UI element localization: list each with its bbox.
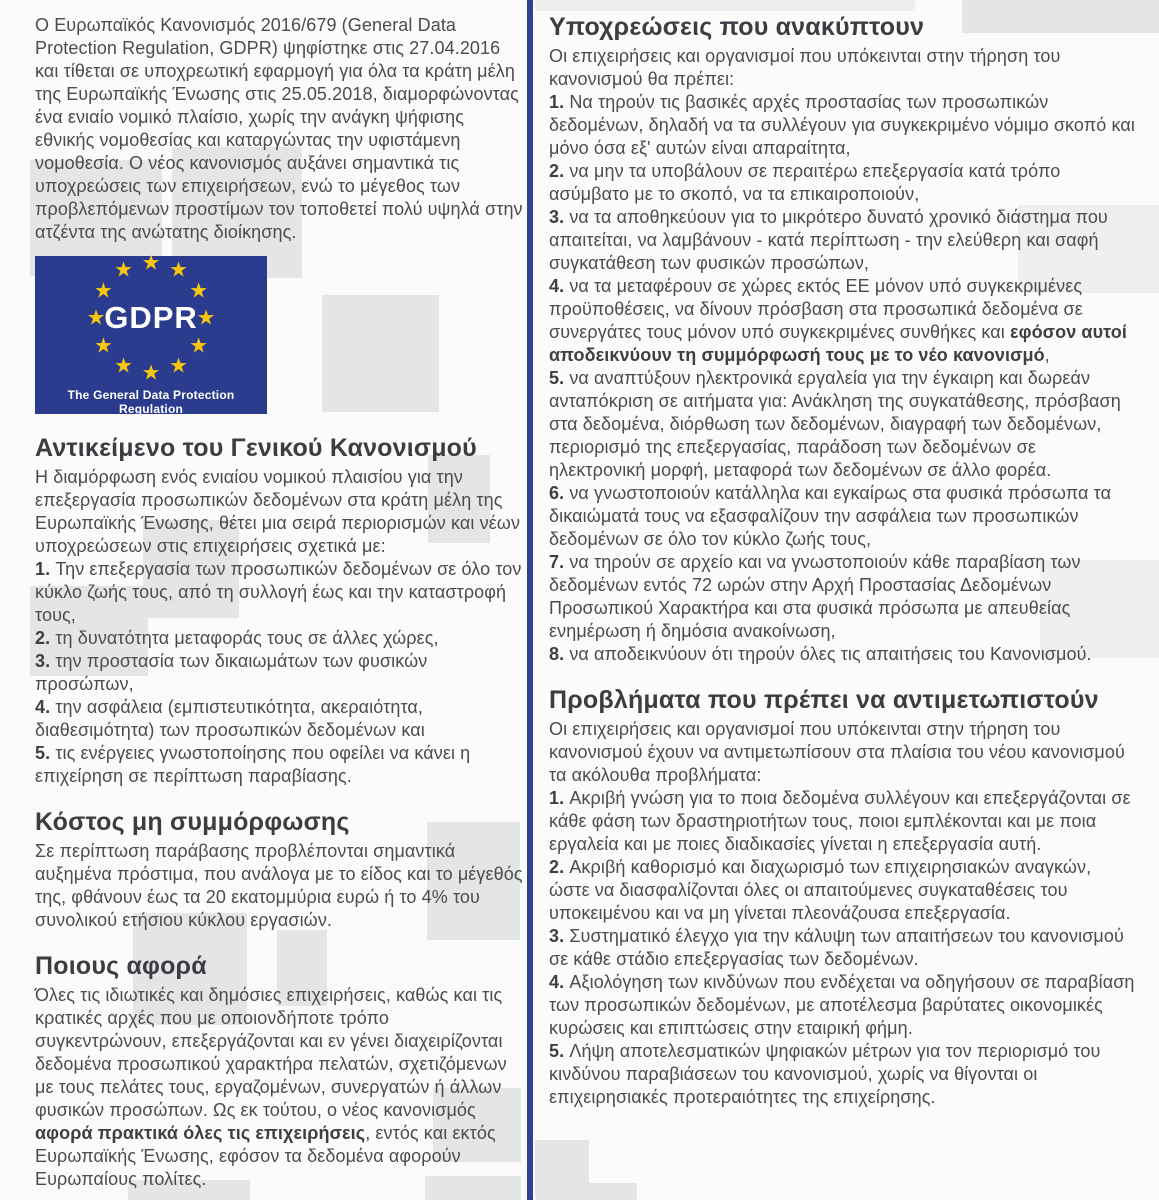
numbered-item: 6. να γνωστοποιούν κατάλληλα και εγκαίρως στα φυσικά πρόσωπα τα δικαιώματά τους να εξασφαλίζουν την ασφάλεια των προσωπικών δεδομένων σε όλο τον κύκλο ζωής τους, — [549, 483, 1112, 549]
section-heading: Προβλήματα που πρέπει να αντιμετωπιστούν — [549, 686, 1099, 714]
eu-star-icon: ★ — [189, 278, 209, 302]
eu-star-icon: ★ — [141, 250, 161, 275]
eu-star-icon: ★ — [114, 353, 133, 378]
left-column — [35, 0, 523, 1191]
section-lead: Όλες τις ιδιωτικές και δημόσιες επιχειρήσεις, καθώς και τις κρατικές αρχές που με οποιονδήποτε τρόπο συγκεντρώνουν, επεξεργάζονται και εν γένει διαχειρίζονται δεδομένα προσωπικού χαρακτήρα πελατών, σχετιζόμενων με τους πελάτες τους, εργαζομένων, συνεργατών ή άλλων φυσικών προσώπων. Ως εκ τούτου, ο νέος κανονισμός αφορά πρακτικά όλες τις επιχειρήσεις, εντός και εκτός Ευρωπαϊκής Ένωσης, εφόσον τα δεδομένα αφορούν Ευρωπαίους πολίτες. — [35, 985, 507, 1189]
eu-star-icon: ★ — [141, 360, 161, 385]
section-regulation-subject — [35, 434, 523, 788]
numbered-item: 4. Αξιολόγηση των κινδύνων που ενδέχεται να οδηγήσουν σε παραβίαση των προσωπικών δεδομένων, με αποτέλεσμα βαρύτατες οικονομικές κυρώσεις και επιπτώσεις στην εταιρική φήμη. — [549, 972, 1135, 1038]
section-non-compliance-cost — [35, 808, 523, 932]
numbered-item: 2. να μην τα υποβάλουν σε περαιτέρω επεξεργασία κατά τρόπο ασύμβατο με το σκοπό, να τα επικαιροποιούν, — [549, 161, 1061, 204]
numbered-item: 3. την προστασία των δικαιωμάτων των φυσικών προσώπων, — [35, 651, 428, 694]
gdpr-logo-caption: The General Data Protection Regulation — [67, 388, 235, 416]
numbered-item: 8. να αποδεικνύουν ότι τηρούν όλες τις απαιτήσεις του Κανονισμού. — [549, 644, 1092, 664]
section-heading: Ποιους αφορά — [35, 952, 207, 980]
gdpr-logo-title: GDPR — [104, 300, 198, 335]
column-divider — [527, 0, 533, 1200]
numbered-item: 2. τη δυνατότητα μεταφοράς τους σε άλλες χώρες, — [35, 628, 439, 648]
section-heading: Αντικείμενο του Γενικού Κανονισμού — [35, 434, 477, 462]
section-heading: Κόστος μη συμμόρφωσης — [35, 808, 350, 836]
numbered-item: 5. τις ενέργειες γνωστοποίησης που οφείλει να κάνει η επιχείρηση σε περίπτωση παραβίασης. — [35, 743, 471, 786]
numbered-list — [549, 787, 1135, 1109]
numbered-item: 1. Να τηρούν τις βασικές αρχές προστασίας των προσωπικών δεδομένων, δηλαδή να τα συλλέγουν για συγκεκριμένο νόμιμο σκοπό και μόνο όσα εξ' αυτών είναι απαραίτητα, — [549, 92, 1135, 158]
numbered-item: 4. να τα μεταφέρουν σε χώρες εκτός ΕΕ μόνον υπό συγκεκριμένες προϋποθέσεις, να δίνουν πρόσβαση στα προσωπικά δεδομένα σε συνεργάτες τους μόνον υπό συγκεκριμένες συνθήκες και εφόσον αυτοί αποδεικνύουν τη συμμόρφωσή τους με το νέο κανονισμό, — [549, 276, 1127, 365]
section-lead: Οι επιχειρήσεις και οργανισμοί που υπόκεινται στην τήρηση του κανονισμού έχουν να αντιμετωπίσουν στα πλαίσια του νέου κανονισμού τα ακόλουθα προβλήματα: — [549, 719, 1125, 785]
eu-star-icon: ★ — [93, 333, 113, 357]
section-heading: Υποχρεώσεις που ανακύπτουν — [549, 13, 925, 41]
section-lead: Η διαμόρφωση ενός ενιαίου νομικού πλαισίου για την επεξεργασία προσωπικών δεδομένων στα κράτη μέλη της Ευρωπαϊκής Ένωσης, θέτει μια σειρά περιορισμών και νέων υποχρεώσεων στις επιχειρήσεις σχετικά με: — [35, 467, 521, 556]
gdpr-logo — [35, 250, 267, 416]
numbered-item: 3. Συστηματικό έλεγχο για την κάλυψη των απαιτήσεων του κανονισμού σε κάθε στάδιο επεξεργασίας των δεδομένων. — [549, 926, 1124, 969]
numbered-item: 3. να τα αποθηκεύουν για το μικρότερο δυνατό χρονικό διάστημα που απαιτείται, να λαμβάνουν - κατά περίπτωση - την ελεύθερη και σαφή συγκατάθεση των φυσικών προσώπων, — [549, 207, 1108, 273]
numbered-item: 5. να αναπτύξουν ηλεκτρονικά εργαλεία για την έγκαιρη και δωρεάν ανταπόκριση σε αιτήματα για: Ανάκληση της συγκατάθεσης, πρόσβαση στα δεδομένα, διόρθωση των δεδομένων, διαγραφή των δεδομένων, περιορισμό της επεξεργασίας, παράδοση των δεδομένων σε ηλεκτρονική μορφή, μεταφορά των δεδομένων σε άλλο φορέα. — [549, 368, 1121, 480]
numbered-item: 2. Ακριβή καθορισμό και διαχωρισμό των επιχειρησιακών αναγκών, ώστε να διασφαλίζονται όλες οι απαιτούμενες συγκαταθέσεις του υποκειμένου και να μη γίνεται πλεονάζουσα επεξεργασία. — [549, 857, 1092, 923]
eu-star-icon: ★ — [169, 257, 188, 282]
section-problems — [549, 686, 1135, 1109]
section-obligations — [549, 13, 1135, 666]
intro-paragraph: Ο Ευρωπαϊκός Κανονισμός 2016/679 (General Data Protection Regulation, GDPR) ψηφίστηκε στις 27.04.2016 και τίθεται σε υποχρεωτική εφαρμογή για όλα τα κράτη μέλη της Ευρωπαϊκής Ένωσης στις 25.05.2018, διαμορφώνοντας ένα ενιαίο νομικό πλαίσιο, χωρίς την ανάγκη ψήφισης εθνικής νομοθεσίας και καταργώντας την υφιστάμενη νομοθεσία. Ο νέος κανονισμός αυξάνει σημαντικά τις υποχρεώσεις των επιχειρήσεων, ενώ το μέγεθος των προβλεπόμενων προστίμων τον τοποθετεί πολύ υψηλά στην ατζέντα της ανώτατης διοίκησης. — [35, 15, 523, 242]
numbered-list — [549, 91, 1135, 666]
section-who-it-concerns — [35, 952, 523, 1191]
numbered-item: 4. την ασφάλεια (εμπιστευτικότητα, ακεραιότητα, διαθεσιμότητα) των προσωπικών δεδομένων και — [35, 697, 425, 740]
eu-star-icon: ★ — [169, 353, 188, 378]
right-column — [549, 0, 1135, 1109]
eu-star-icon: ★ — [189, 333, 209, 357]
eu-star-icon: ★ — [114, 257, 133, 282]
numbered-list — [35, 558, 523, 788]
watermark-patch — [536, 1183, 637, 1200]
section-lead: Σε περίπτωση παράβασης προβλέπονται σημαντικά αυξημένα πρόστιμα, που ανάλογα με το είδος και το μέγεθός της, φθάνουν έως τα 20 εκατομμύρια ευρώ ή το 4% του συνολικού ετήσιου κύκλου εργασιών. — [35, 841, 523, 930]
numbered-item: 1. Ακριβή γνώση για το ποια δεδομένα συλλέγουν και επεξεργάζονται σε κάθε φάση των δραστηριοτήτων τους, ποιοι εμπλέκονται και με ποια εργαλεία και με ποιες διαδικασίες γίνεται η επεξεργασία αυτή. — [549, 788, 1131, 854]
numbered-item: 7. να τηρούν σε αρχείο και να γνωστοποιούν κάθε παραβίαση των δεδομένων εντός 72 ωρών στην Αρχή Προστασίας Δεδομένων Προσωπικού Χαρακτήρα και στα φυσικά πρόσωπα με απευθείας ενημέρωση ή δημόσια ανακοίνωση, — [549, 552, 1081, 641]
numbered-item: 1. Την επεξεργασία των προσωπικών δεδομένων σε όλο τον κύκλο ζωής τους, από τη συλλογή έως και την καταστροφή τους, — [35, 559, 522, 625]
section-lead: Οι επιχειρήσεις και οργανισμοί που υπόκεινται στην τήρηση του κανονισμού θα πρέπει: — [549, 46, 1061, 89]
numbered-item: 5. Λήψη αποτελεσματικών ψηφιακών μέτρων για τον περιορισμό του κινδύνου παραβιάσεων του κανονισμού, χωρίς να θίγονται οι επιχειρησιακές προτεραιότητες της επιχείρησης. — [549, 1041, 1101, 1107]
eu-star-icon: ★ — [196, 305, 216, 330]
eu-star-icon: ★ — [86, 305, 106, 330]
eu-star-icon: ★ — [93, 278, 113, 302]
